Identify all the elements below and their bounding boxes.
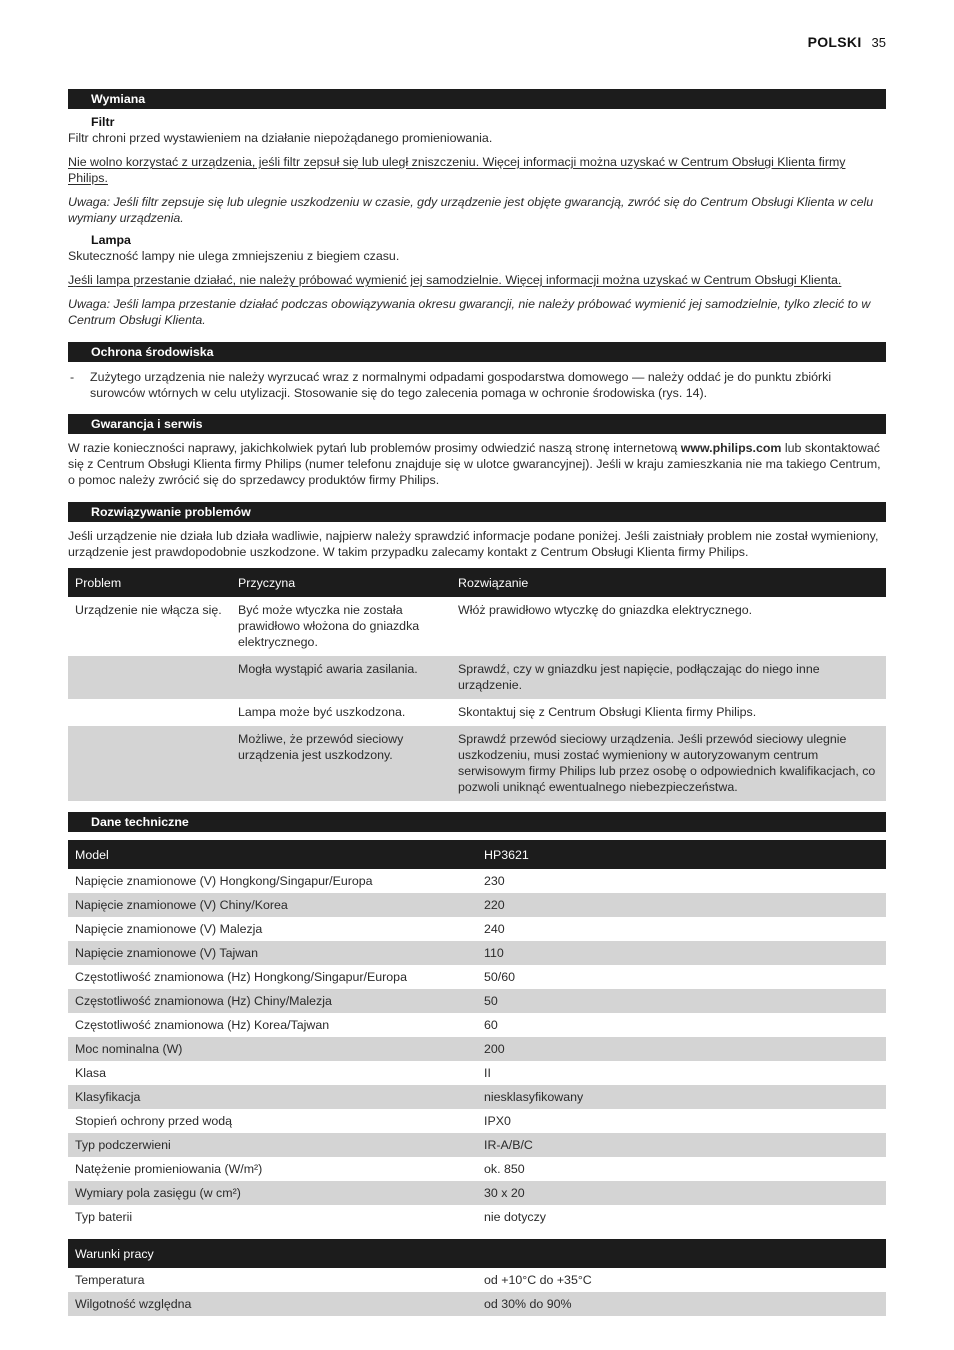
- spec-value: 50/60: [484, 970, 516, 984]
- table-row: [68, 1085, 886, 1109]
- table-row: [68, 869, 886, 893]
- spec-value: 110: [477, 941, 886, 965]
- cause-cell: Lampa może być uszkodzona.: [238, 705, 406, 719]
- table-row: [68, 656, 886, 699]
- warranty-text: [68, 440, 886, 488]
- table-header-row: [68, 1239, 886, 1268]
- spec-value: 50: [477, 989, 886, 1013]
- section-header-warranty: Gwarancja i serwis: [68, 414, 886, 434]
- operating-conditions-table: [68, 1239, 886, 1316]
- solution-cell: Skontaktuj się z Centrum Obsługi Klienta firmy Philips.: [458, 705, 757, 719]
- table-row: [68, 965, 886, 989]
- cause-cell: Możliwe, że przewód sieciowy urządzenia jest uszkodzony.: [231, 726, 451, 801]
- spec-value: 30 x 20: [477, 1181, 886, 1205]
- lamp-text: Skuteczność lampy nie ulega zmniejszeniu z biegiem czasu.: [68, 249, 400, 263]
- table-row: [68, 893, 886, 917]
- table-row: [68, 1133, 886, 1157]
- table-row: [68, 941, 886, 965]
- column-header-solution: Rozwiązanie: [451, 568, 886, 597]
- page-header: [808, 34, 886, 51]
- table-row: [68, 989, 886, 1013]
- spec-value: 200: [477, 1037, 886, 1061]
- section-header-environment: Ochrona środowiska: [68, 342, 886, 362]
- language-label: POLSKI: [807, 34, 862, 50]
- cause-cell: Mogła wystąpić awaria zasilania.: [231, 656, 451, 699]
- environment-text: Zużytego urządzenia nie należy wyrzucać wraz z normalnymi odpadami gospodarstwa domowego — należy oddać je do punktu zbiórki surowców wtórnych w celu utylizacji. Stosowanie się do tego zalecenia pomaga w ochronie środowiska (rys. 14).: [90, 370, 832, 400]
- philips-website-link[interactable]: www.philips.com: [680, 441, 782, 455]
- filter-warning: Nie wolno korzystać z urządzenia, jeśli filtr zepsuł się lub uległ zniszczeniu. Więcej informacji można uzyskać w Centrum Obsługi Klienta firmy Philips.: [68, 155, 846, 185]
- spec-label: Napięcie znamionowe (V) Malezja: [75, 922, 263, 936]
- spec-value: niesklasyfikowany: [477, 1085, 886, 1109]
- condition-label: Temperatura: [75, 1273, 145, 1287]
- spec-label: Natężenie promieniowania (W/m²): [75, 1162, 263, 1176]
- table-row: [68, 917, 886, 941]
- table-row: [68, 1292, 886, 1316]
- troubleshooting-intro: Jeśli urządzenie nie działa lub działa wadliwie, najpierw należy sprawdzić informacje podane poniżej. Jeśli zaistniały problem nie został wymieniony, urządzenie jest prawdopodobnie uszkodzone. W takim przypadku zalecamy kontakt z Centrum Obsługi Klienta firmy Philips.: [68, 529, 879, 559]
- section-header-replacement: Wymiana: [68, 89, 886, 109]
- table-header-row: [68, 840, 886, 869]
- spec-label: Wymiary pola zasięgu (w cm²): [68, 1181, 477, 1205]
- table-row: [68, 1268, 886, 1292]
- table-row: [68, 699, 886, 726]
- section-header-troubleshooting: Rozwiązywanie problemów: [68, 502, 886, 522]
- spec-value: 60: [484, 1018, 498, 1032]
- spec-label: Moc nominalna (W): [68, 1037, 477, 1061]
- column-header-model-value: HP3621: [477, 840, 886, 869]
- problem-cell: [68, 656, 231, 699]
- spec-label: Napięcie znamionowe (V) Hongkong/Singapur/Europa: [75, 874, 373, 888]
- table-row: [68, 726, 886, 801]
- spec-label: Napięcie znamionowe (V) Tajwan: [68, 941, 477, 965]
- spec-value: ok. 850: [484, 1162, 525, 1176]
- table-row: [68, 597, 886, 656]
- spec-label: Stopień ochrony przed wodą: [75, 1114, 233, 1128]
- filter-note: Uwaga: Jeśli filtr zepsuje się lub ulegnie uszkodzeniu w czasie, gdy urządzenie jest objęte gwarancją, zwróć się do Centrum Obsługi Klienta w celu wymiany urządzenia.: [68, 195, 874, 225]
- spec-label: Częstotliwość znamionowa (Hz) Chiny/Malezja: [68, 989, 477, 1013]
- table-row: [68, 1181, 886, 1205]
- column-header-cause: Przyczyna: [231, 568, 451, 597]
- table-row: [68, 1205, 886, 1229]
- table-header-row: [68, 568, 886, 597]
- spec-value: 240: [484, 922, 505, 936]
- subheading-filter: Filtr: [91, 115, 115, 129]
- solution-cell: Sprawdź, czy w gniazdku jest napięcie, podłączając do niego inne urządzenie.: [451, 656, 886, 699]
- section-header-technical: Dane techniczne: [68, 812, 886, 832]
- spec-value: 220: [477, 893, 886, 917]
- list-item: [68, 369, 886, 401]
- solution-cell: Włóż prawidłowo wtyczkę do gniazdka elektrycznego.: [458, 603, 753, 617]
- spec-value: II: [484, 1066, 491, 1080]
- warranty-text-start: W razie konieczności naprawy, jakichkolwiek pytań lub problemów prosimy odwiedzić naszą stronę internetową: [68, 441, 681, 455]
- spec-value: IPX0: [484, 1114, 511, 1128]
- problem-cell: [68, 699, 231, 726]
- column-header-problem: Problem: [68, 568, 231, 597]
- lamp-warning: Jeśli lampa przestanie działać, nie należy próbować wymienić jej samodzielnie. Więcej informacji można uzyskać w Centrum Obsługi Klienta.: [68, 273, 842, 287]
- problem-cell: [68, 726, 231, 801]
- solution-cell: Sprawdź przewód sieciowy urządzenia. Jeśli przewód sieciowy ulegnie uszkodzeniu, musi zostać wymieniony w autoryzowanym centrum serwisowym firmy Philips lub przez osobę o odpowiednich kwalifikacjach, co pozwoli uniknąć ewentualnego niebezpieczeństwa.: [451, 726, 886, 801]
- spec-label: Częstotliwość znamionowa (Hz) Korea/Tajwan: [75, 1018, 330, 1032]
- lamp-note: Uwaga: Jeśli lampa przestanie działać podczas obowiązywania okresu gwarancji, nie należy próbować wymienić jej samodzielnie, tylko zlecić to w Centrum Obsługi Klienta.: [68, 297, 871, 327]
- subheading-lamp: Lampa: [91, 233, 131, 247]
- cause-cell: Być może wtyczka nie została prawidłowo włożona do gniazdka elektrycznego.: [238, 603, 420, 649]
- spec-value: nie dotyczy: [484, 1210, 546, 1224]
- table-row: [68, 1013, 886, 1037]
- column-header-conditions: Warunki pracy: [68, 1239, 886, 1268]
- spec-label: Typ podczerwieni: [68, 1133, 477, 1157]
- column-header-model: Model: [68, 840, 477, 869]
- spec-value: 230: [484, 874, 505, 888]
- table-row: [68, 1109, 886, 1133]
- page-content: [68, 89, 886, 1316]
- problem-cell: Urządzenie nie włącza się.: [75, 603, 222, 617]
- condition-label: Wilgotność względna: [68, 1292, 477, 1316]
- table-row: [68, 1157, 886, 1181]
- filter-text: Filtr chroni przed wystawieniem na działanie niepożądanego promieniowania.: [68, 131, 493, 145]
- spec-label: Częstotliwość znamionowa (Hz) Hongkong/Singapur/Europa: [75, 970, 407, 984]
- list-bullet: -: [70, 370, 75, 384]
- warranty-text-end: lub skontaktować się z Centrum Obsługi Klienta firmy Philips (numer telefonu znajduje się w ulotce gwarancyjnej). Jeśli w kraju zamieszkania nie ma takiego Centrum, o pomoc należy zwrócić się do sprzedawcy produktów firmy Philips.: [68, 441, 881, 487]
- spec-value: IR-A/B/C: [477, 1133, 886, 1157]
- table-row: [68, 1037, 886, 1061]
- spec-label: Klasyfikacja: [68, 1085, 477, 1109]
- technical-table: [68, 840, 886, 1229]
- table-row: [68, 1061, 886, 1085]
- condition-value: od 30% do 90%: [477, 1292, 886, 1316]
- troubleshooting-table: [68, 568, 886, 801]
- spec-label: Napięcie znamionowe (V) Chiny/Korea: [68, 893, 477, 917]
- spec-label: Typ baterii: [75, 1210, 133, 1224]
- page-number: 35: [871, 35, 886, 50]
- spec-label: Klasa: [75, 1066, 106, 1080]
- condition-value: od +10°C do +35°C: [484, 1273, 592, 1287]
